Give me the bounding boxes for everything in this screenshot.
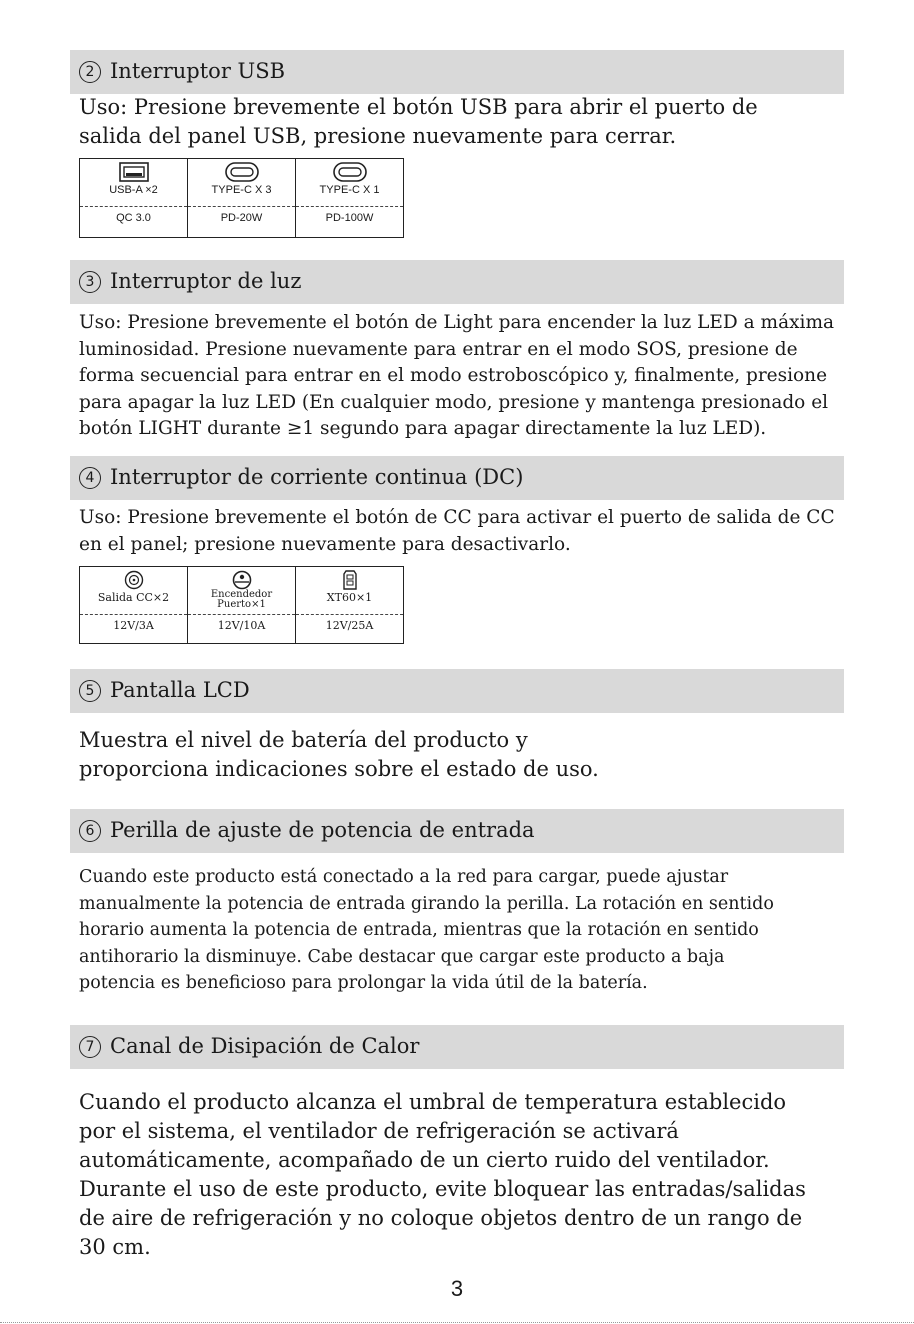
text-line: salida del panel USB, presione nuevamente para cerrar. [79,124,677,148]
section-number: 4 [79,467,101,489]
text-line: Durante el uso de este producto, evite bloquear las entradas/salidas [79,1177,806,1201]
text-line: por el sistema, el ventilador de refrigeración se activará [79,1119,679,1143]
section-body [79,505,849,558]
dc-barrel-port-icon [124,570,144,590]
usb-c-port-icon [225,162,259,182]
text-line: antihorario la disminuye. Cabe destacar que cargar este producto a baja [79,946,725,967]
usb-c-cell [296,159,404,207]
car-lighter-cell [188,567,296,615]
section-body [79,864,849,997]
text-line: manualmente la potencia de entrada girando la perilla. La rotación en sentido [79,893,774,914]
section-number: 2 [79,61,101,83]
section-number: 7 [79,1036,101,1058]
section-header-lcd [70,669,844,713]
section-title: Interruptor USB [110,59,286,83]
text-line: 30 cm. [79,1235,151,1259]
text-line: para apagar la luz LED (En cualquier modo, presione y mantenga presionado el [79,391,829,413]
usb-c-cell [188,159,296,207]
section-body [79,1088,849,1262]
section-header-heat-dissipation [70,1025,844,1069]
port-label: XT60×1 [326,591,373,604]
port-value: PD-100W [296,207,404,238]
text-line: en el panel; presione nuevamente para desactivarlo. [79,533,571,555]
text-line: proporciona indicaciones sobre el estado de uso. [79,757,599,781]
section-title: Perilla de ajuste de potencia de entrada [110,818,535,842]
text-line: Uso: Presione brevemente el botón de Light para encender la luz LED a máxima [79,312,835,333]
xt60-cell [296,567,404,615]
section-number: 3 [79,271,101,293]
usb-a-port-icon [119,162,149,182]
port-label: Salida CC×2 [97,591,170,604]
section-header-dc [70,456,844,500]
section-header-light [70,260,844,304]
usb-port-table [79,158,404,238]
xt60-port-icon [343,570,357,590]
port-value: 12V/25A [296,615,404,644]
port-value: QC 3.0 [80,207,188,238]
text-line: Uso: Presione brevemente el botón USB para abrir el puerto de [79,95,758,119]
page-number: 3 [450,1276,464,1301]
text-line: Cuando el producto alcanza el umbral de temperatura establecido [79,1090,787,1114]
section-body [79,726,849,784]
port-label-line1: Encendedor [210,589,273,600]
section-header-usb [70,50,844,94]
section-title: Pantalla LCD [110,678,250,702]
text-line: potencia es beneficioso para prolongar la vida útil de la batería. [79,973,648,993]
section-body [79,310,849,443]
port-label-line2: Puerto×1 [217,599,266,610]
section-title: Interruptor de luz [110,269,302,293]
usb-c-port-icon [333,162,367,182]
text-line: automáticamente, acompañado de un cierto ruido del ventilador. [79,1148,770,1172]
dc-port-table [79,566,404,644]
section-number: 6 [79,820,101,842]
text-line: luminosidad. Presione nuevamente para entrar en el modo SOS, presione de [79,338,798,360]
port-value: PD-20W [188,207,296,238]
text-line: Cuando este producto está conectado a la red para cargar, puede ajustar [79,867,729,887]
section-body [79,93,849,151]
section-header-input-knob [70,809,844,853]
text-line: forma secuencial para entrar en el modo estroboscópico y, finalmente, presione [79,365,828,386]
port-value: 12V/10A [188,615,296,644]
bottom-divider [0,1322,914,1323]
dc-barrel-cell [80,567,188,615]
text-line: horario aumenta la potencia de entrada, mientras que la rotación en sentido [79,920,759,940]
text-line: botón LIGHT durante ≥1 segundo para apagar directamente la luz LED). [79,418,767,439]
port-label: TYPE-C X 1 [319,184,380,196]
usb-a-cell [80,159,188,207]
car-lighter-port-icon [232,570,252,590]
section-title: Interruptor de corriente continua (DC) [110,465,524,489]
port-value: 12V/3A [80,615,188,644]
text-line: Muestra el nivel de batería del producto y [79,728,528,752]
text-line: de aire de refrigeración y no coloque objetos dentro de un rango de [79,1206,803,1230]
section-title: Canal de Disipación de Calor [110,1034,420,1058]
text-line: Uso: Presione brevemente el botón de CC para activar el puerto de salida de CC [79,507,835,528]
port-label: TYPE-C X 3 [211,184,272,196]
section-number: 5 [79,680,101,702]
port-label: USB-A ×2 [109,184,158,196]
